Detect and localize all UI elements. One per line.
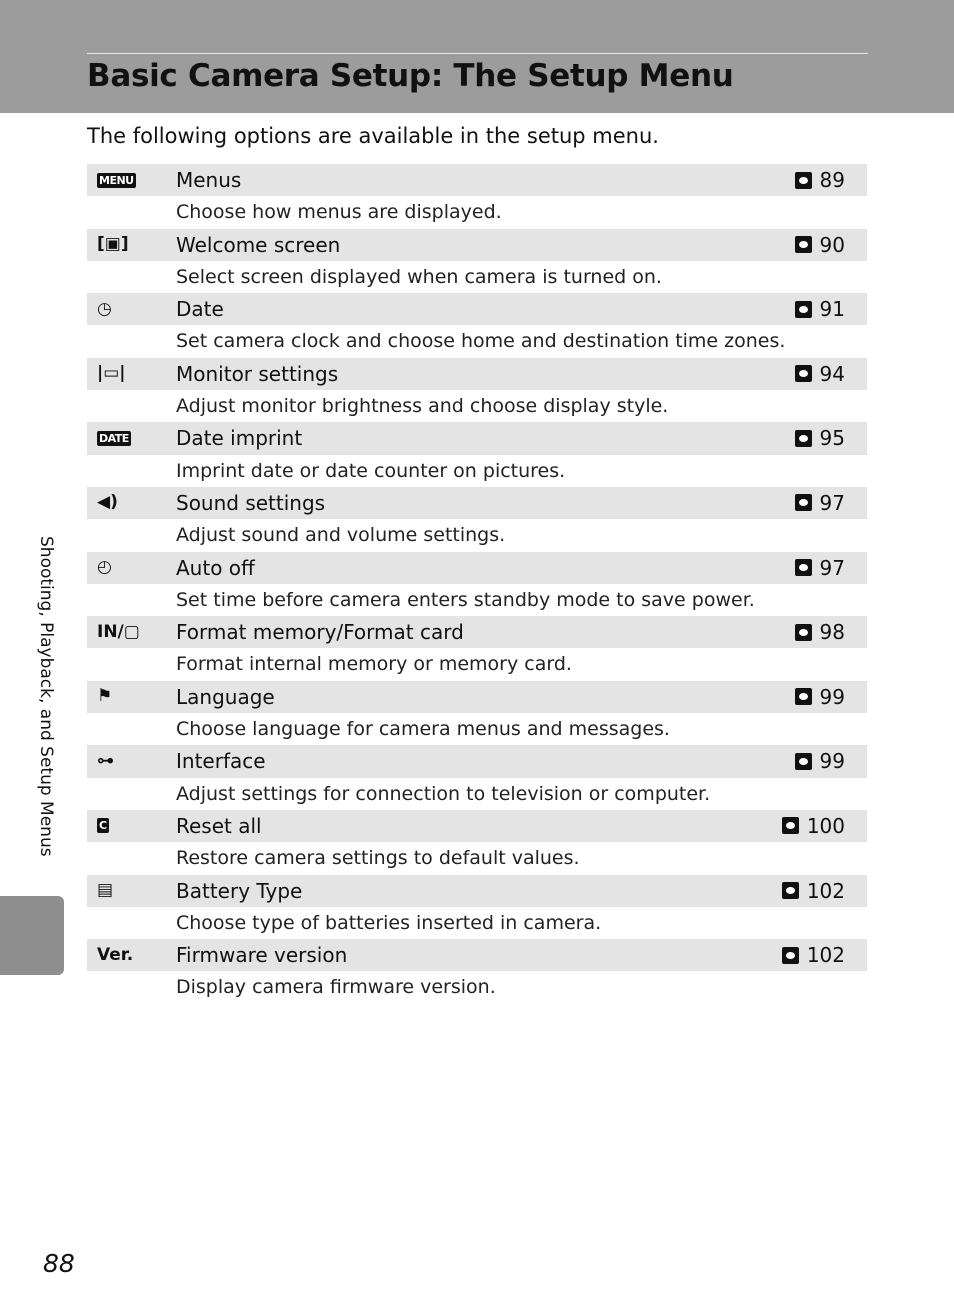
page-reference-icon: [795, 494, 812, 511]
item-description: Adjust monitor brightness and choose display style.: [176, 395, 669, 418]
page-reference: [782, 810, 845, 842]
description-row: [87, 325, 867, 357]
description-row: [87, 519, 867, 551]
icon-cell: [97, 422, 157, 454]
page-reference-icon: [795, 624, 812, 641]
table-row: [87, 164, 867, 196]
item-description: Display camera firmware version.: [176, 976, 496, 999]
item-label: Date imprint: [176, 426, 303, 451]
item-description: Set time before camera enters standby mode to save power.: [176, 588, 755, 611]
description-row: [87, 713, 867, 745]
item-description: Select screen displayed when camera is turned on.: [176, 265, 662, 288]
item-label: Monitor settings: [176, 361, 339, 386]
item-label: Welcome screen: [176, 232, 341, 257]
table-row: [87, 552, 867, 584]
page-reference-icon: [795, 236, 812, 253]
memory-card-icon: IN/▢: [97, 621, 140, 642]
page-reference-icon: [795, 365, 812, 382]
clock-icon: ◷: [97, 298, 112, 319]
description-row: [87, 455, 867, 487]
icon-cell: [97, 875, 157, 907]
icon-cell: [97, 745, 157, 777]
item-label: Format memory/Format card: [176, 620, 464, 645]
description-row: [87, 971, 867, 1003]
welcome-screen-icon: [▣]: [97, 234, 129, 255]
page-reference-number: 91: [819, 297, 845, 322]
page-reference-icon: [782, 882, 799, 899]
table-row: [87, 745, 867, 777]
description-row: [87, 907, 867, 939]
page-reference-number: 100: [806, 813, 845, 838]
page-reference-number: 89: [819, 168, 845, 192]
side-tab-label: Shooting, Playback, and Setup Menus: [36, 536, 56, 857]
table-row: [87, 358, 867, 390]
speaker-icon: ◀): [97, 492, 118, 513]
page-reference: [795, 681, 845, 713]
header-rule: [87, 53, 868, 54]
icon-cell: [97, 616, 157, 648]
description-row: [87, 842, 867, 874]
page-reference-icon: [795, 559, 812, 576]
setup-menu-table: [87, 164, 867, 1004]
page-reference: [795, 422, 845, 454]
page-reference-number: 102: [806, 943, 845, 968]
page-reference-number: 97: [819, 490, 845, 515]
table-row: [87, 487, 867, 519]
menus-icon: MENU: [99, 173, 134, 187]
item-description: Format internal memory or memory card.: [176, 653, 572, 676]
item-description: Adjust sound and volume settings.: [176, 524, 506, 547]
page-reference-number: 98: [819, 620, 845, 645]
page-reference: [795, 552, 845, 584]
page-reference-number: 102: [806, 878, 845, 903]
page-reference-icon: [782, 947, 799, 964]
item-label: Battery Type: [176, 878, 303, 903]
icon-cell: [97, 681, 157, 713]
page-reference: [795, 229, 845, 261]
page-reference-number: 99: [819, 749, 845, 774]
language-icon: ⚑: [97, 686, 113, 707]
item-label: Menus: [176, 168, 242, 192]
battery-icon: ▤: [97, 880, 114, 901]
intro-text: The following options are available in the setup menu.: [87, 124, 659, 148]
page-reference: [795, 293, 845, 325]
page-reference: [795, 745, 845, 777]
item-label: Auto off: [176, 555, 255, 580]
page-reference-number: 95: [819, 426, 845, 451]
item-label: Interface: [176, 749, 266, 774]
item-label: Date: [176, 297, 224, 322]
table-row: [87, 875, 867, 907]
description-row: [87, 648, 867, 680]
page-reference: [795, 487, 845, 519]
table-row: [87, 616, 867, 648]
page-reference-icon: [795, 301, 812, 318]
description-row: [87, 261, 867, 293]
page-reference-number: 94: [819, 361, 845, 386]
page-reference: [782, 939, 845, 971]
item-label: Reset all: [176, 813, 262, 838]
description-row: [87, 390, 867, 422]
table-row: [87, 293, 867, 325]
page-reference: [782, 875, 845, 907]
monitor-icon: |▭|: [97, 363, 126, 384]
item-description: Restore camera settings to default values.: [176, 847, 580, 870]
icon-cell: [97, 552, 157, 584]
table-row: [87, 422, 867, 454]
description-row: [87, 584, 867, 616]
page-reference: [795, 358, 845, 390]
page-reference-icon: [795, 430, 812, 447]
page-reference-icon: [782, 817, 799, 834]
page-title: Basic Camera Setup: The Setup Menu: [87, 58, 734, 94]
auto-off-icon: ◴: [97, 557, 112, 578]
page-reference-number: 97: [819, 555, 845, 580]
icon-cell: [97, 229, 157, 261]
item-label: Sound settings: [176, 490, 326, 515]
page-reference-number: 99: [819, 684, 845, 709]
item-description: Adjust settings for connection to television or computer.: [176, 782, 711, 805]
table-row: [87, 681, 867, 713]
reset-icon: C: [99, 819, 107, 833]
firmware-version-icon: Ver.: [97, 944, 134, 965]
page-reference: [795, 164, 845, 196]
icon-cell: [97, 164, 157, 196]
icon-cell: [97, 810, 157, 842]
item-description: Choose how menus are displayed.: [176, 201, 502, 224]
page-reference-number: 90: [819, 232, 845, 257]
icon-cell: [97, 358, 157, 390]
page-reference: [795, 616, 845, 648]
item-description: Set camera clock and choose home and destination time zones.: [176, 330, 786, 353]
item-description: Imprint date or date counter on pictures.: [176, 459, 566, 482]
icon-cell: [97, 939, 157, 971]
page-number: 88: [43, 1249, 75, 1278]
icon-cell: [97, 487, 157, 519]
page-reference-icon: [795, 172, 812, 189]
item-description: Choose language for camera menus and messages.: [176, 718, 670, 741]
icon-cell: [97, 293, 157, 325]
interface-icon: ⊶: [97, 750, 114, 771]
table-row: [87, 939, 867, 971]
item-label: Firmware version: [176, 943, 348, 968]
date-imprint-icon: DATE: [99, 431, 129, 445]
page-reference-icon: [795, 688, 812, 705]
item-label: Language: [176, 684, 275, 709]
table-row: [87, 229, 867, 261]
table-row: [87, 810, 867, 842]
header-band: [0, 0, 954, 113]
side-tab: [0, 896, 64, 975]
item-description: Choose type of batteries inserted in camera.: [176, 911, 602, 934]
description-row: [87, 196, 867, 228]
description-row: [87, 778, 867, 810]
page-reference-icon: [795, 753, 812, 770]
